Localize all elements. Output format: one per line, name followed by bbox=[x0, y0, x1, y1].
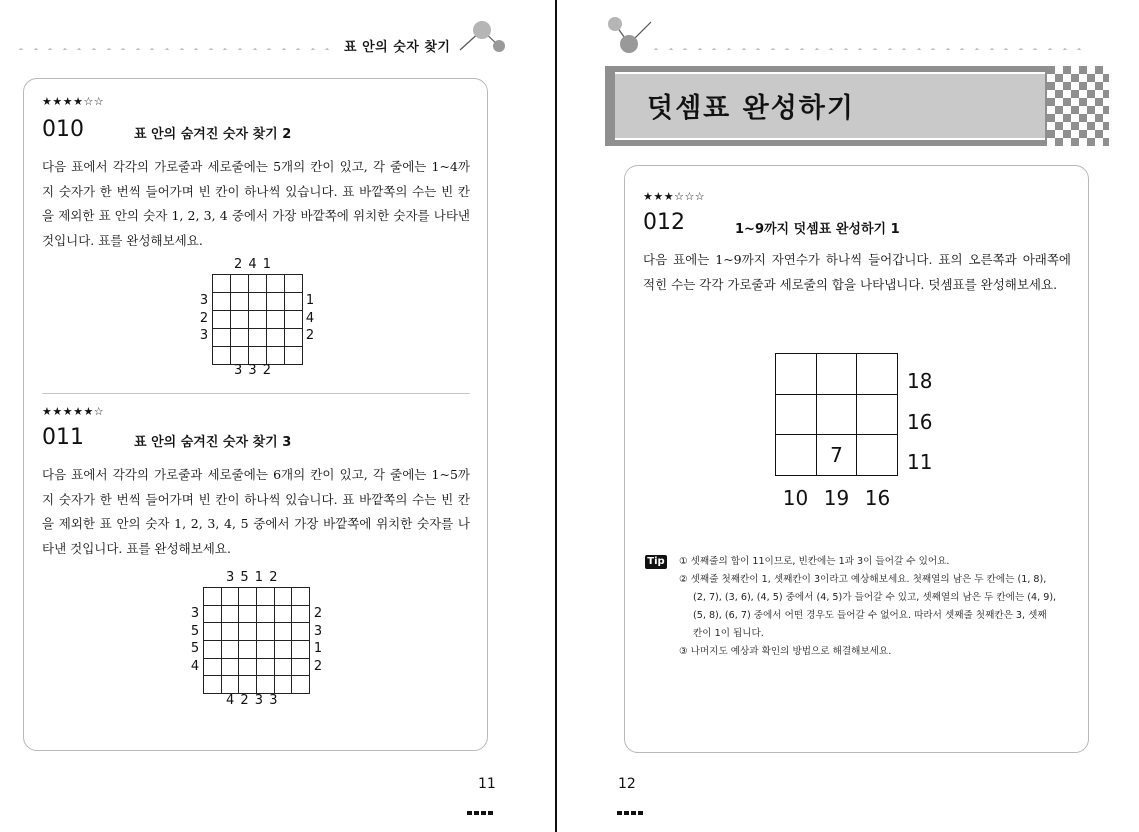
grid-cell[interactable] bbox=[221, 641, 239, 659]
grid-cell[interactable] bbox=[239, 641, 257, 659]
right-clues bbox=[310, 605, 326, 676]
checker-square bbox=[1047, 122, 1055, 130]
dot bbox=[236, 48, 244, 50]
grid-cell[interactable] bbox=[267, 311, 285, 329]
dot bbox=[309, 48, 317, 50]
checker-square bbox=[1055, 130, 1063, 138]
dot bbox=[1046, 48, 1054, 50]
grid-cell[interactable] bbox=[285, 293, 303, 311]
grid-cell[interactable] bbox=[204, 658, 222, 676]
sum-cell[interactable] bbox=[776, 435, 817, 476]
clue: 4 bbox=[305, 310, 315, 326]
tip-line: ① 셋째줄의 합이 11이므로, 빈칸에는 1과 3이 들어갈 수 있어요. bbox=[679, 556, 950, 567]
checker-square bbox=[1071, 114, 1079, 122]
clue: 2 bbox=[199, 310, 209, 326]
sum-cell[interactable] bbox=[816, 394, 857, 435]
checker-square bbox=[1071, 82, 1079, 90]
checker-square bbox=[1087, 66, 1095, 74]
checker-square bbox=[1063, 122, 1071, 130]
grid-cell[interactable] bbox=[204, 676, 222, 694]
dot bbox=[18, 48, 25, 50]
checker-square bbox=[1087, 98, 1095, 106]
grid-cell[interactable] bbox=[221, 623, 239, 641]
problem-number: 010 bbox=[42, 117, 84, 142]
dot bbox=[46, 48, 54, 50]
clue: 2 bbox=[313, 659, 323, 675]
bottom-clues: 4 2 3 3 bbox=[226, 693, 279, 708]
problem-text: 다음 표에서 각각의 가로줄과 세로줄에는 5개의 칸이 있고, 각 줄에는 1~4까지 숫자가 한 번씩 들어가며 빈 칸이 하나씩 있습니다. 표 바깥쪽의 수는 빈 칸을 제외한 표 안의 숫자 1, 2, 3, 4 중에서 가장 바깥쪽에 위치한 숫자를 나타낸 것입니다. 표를 완성해보세요. bbox=[42, 159, 470, 248]
dot bbox=[61, 48, 69, 50]
checker-square bbox=[1079, 106, 1087, 114]
dot bbox=[944, 48, 952, 50]
grid-cell[interactable] bbox=[274, 676, 292, 694]
left-page bbox=[0, 0, 556, 832]
grid-cell[interactable] bbox=[285, 275, 303, 293]
grid-cell[interactable] bbox=[257, 605, 275, 623]
clue: 2 bbox=[313, 606, 323, 621]
dot bbox=[1017, 48, 1025, 50]
checker-square bbox=[1087, 82, 1095, 90]
dot bbox=[885, 48, 893, 50]
dot bbox=[1002, 48, 1010, 50]
tip-label: Tip bbox=[645, 555, 667, 569]
dot bbox=[841, 48, 849, 50]
dot bbox=[265, 48, 273, 50]
checker-square bbox=[1103, 82, 1109, 90]
addition-table bbox=[775, 353, 898, 476]
grid-cell[interactable] bbox=[204, 641, 222, 659]
grid-cell[interactable] bbox=[204, 623, 222, 641]
grid-cell[interactable] bbox=[257, 588, 275, 606]
dot bbox=[250, 48, 258, 50]
grid-cell[interactable] bbox=[285, 329, 303, 347]
dot bbox=[294, 48, 302, 50]
grid-cell[interactable] bbox=[292, 588, 310, 606]
problem-title: 표 안의 숨겨진 숫자 찾기 2 bbox=[134, 127, 292, 142]
grid-cell[interactable] bbox=[221, 588, 239, 606]
grid-cell[interactable] bbox=[213, 311, 231, 329]
grid-cell[interactable] bbox=[257, 641, 275, 659]
grid-cell[interactable] bbox=[213, 293, 231, 311]
sum-cell[interactable] bbox=[776, 354, 817, 395]
dot bbox=[958, 48, 966, 50]
grid-cell[interactable] bbox=[239, 676, 257, 694]
dot bbox=[206, 48, 214, 50]
clue: 3 bbox=[313, 623, 323, 639]
row-sums bbox=[907, 361, 937, 483]
dot bbox=[148, 48, 156, 50]
grid-cell[interactable] bbox=[285, 311, 303, 329]
grid-cell[interactable] bbox=[292, 623, 310, 641]
page-number: 11 bbox=[478, 776, 496, 792]
dot bbox=[812, 48, 820, 50]
difficulty-stars: ★★★★☆☆ bbox=[42, 95, 105, 108]
left-clues bbox=[196, 292, 212, 345]
clue: 3 bbox=[199, 293, 209, 308]
right-clues bbox=[302, 292, 318, 345]
grid-cell[interactable] bbox=[292, 641, 310, 659]
grid-cell[interactable] bbox=[249, 275, 267, 293]
grid-cell[interactable] bbox=[239, 623, 257, 641]
dot bbox=[710, 48, 718, 50]
grid-cell[interactable] bbox=[267, 293, 285, 311]
column-sums bbox=[775, 486, 898, 510]
clue: 4 bbox=[190, 659, 200, 675]
dot bbox=[783, 48, 791, 50]
row-sum: 16 bbox=[907, 409, 933, 434]
grid-cell[interactable] bbox=[249, 347, 267, 365]
col-sum: 19 bbox=[823, 486, 850, 510]
grid-cell[interactable] bbox=[292, 676, 310, 694]
dot bbox=[119, 48, 127, 50]
row-sum: 11 bbox=[907, 450, 933, 475]
checker-square bbox=[1079, 122, 1087, 130]
difficulty-stars: ★★★★★☆ bbox=[42, 405, 105, 418]
col-sum: 10 bbox=[782, 486, 809, 510]
grid-cell[interactable] bbox=[267, 275, 285, 293]
grid-cell[interactable] bbox=[257, 623, 275, 641]
checker-square bbox=[1103, 130, 1109, 138]
grid-cell[interactable] bbox=[267, 347, 285, 365]
header-molecule-icon bbox=[455, 18, 515, 58]
grid-cell[interactable] bbox=[239, 588, 257, 606]
checker-square bbox=[1071, 66, 1079, 74]
tip-line: ② 셋째줄 첫째칸이 1, 셋째칸이 3이라고 예상해보세요. 첫째열의 남은 두 칸에는 (1, 8), bbox=[679, 574, 1047, 585]
checker-square bbox=[1063, 74, 1071, 82]
problem-number: 012 bbox=[643, 210, 685, 235]
dot bbox=[666, 48, 674, 50]
problem-text: 다음 표에는 1~9까지 자연수가 하나씩 들어갑니다. 표의 오른쪽과 아래쪽에 적힌 수는 각각 가로줄과 세로줄의 합을 나타냅니다. 덧셈표를 완성해보세요. bbox=[643, 252, 1071, 292]
checker-square bbox=[1079, 90, 1087, 98]
top-clues: 3 5 1 2 bbox=[226, 570, 279, 585]
dot bbox=[827, 48, 835, 50]
dot bbox=[973, 48, 981, 50]
checker-square bbox=[1063, 138, 1071, 146]
tip-list bbox=[679, 553, 1079, 661]
section-banner bbox=[605, 66, 1109, 146]
checker-square bbox=[1047, 90, 1055, 98]
dot bbox=[914, 48, 922, 50]
page-mark bbox=[467, 800, 495, 804]
dot bbox=[798, 48, 806, 50]
grid-cell[interactable] bbox=[213, 275, 231, 293]
checker-square bbox=[1047, 74, 1055, 82]
grid-cell[interactable] bbox=[231, 347, 249, 365]
checker-square bbox=[1095, 106, 1103, 114]
page-mark bbox=[617, 800, 645, 804]
grid-cell[interactable] bbox=[231, 329, 249, 347]
grid-cell[interactable] bbox=[221, 605, 239, 623]
checker-square bbox=[1079, 74, 1087, 82]
checker-square bbox=[1047, 138, 1055, 146]
checker-square bbox=[1095, 138, 1103, 146]
clue: 5 bbox=[190, 623, 200, 639]
dot bbox=[696, 48, 704, 50]
grid-cell[interactable] bbox=[249, 293, 267, 311]
clue: 1 bbox=[305, 293, 315, 308]
dot bbox=[104, 48, 112, 50]
checker-square bbox=[1095, 74, 1103, 82]
dot bbox=[871, 48, 879, 50]
grid-cell[interactable] bbox=[257, 658, 275, 676]
grid-cell[interactable] bbox=[249, 329, 267, 347]
tip-line: (2, 7), (3, 6), (4, 5) 중에서 (4, 5)가 들어갈 수 있고, 셋째열의 남은 두 칸에는 (4, 9), bbox=[693, 592, 1057, 603]
grid-cell[interactable] bbox=[231, 275, 249, 293]
dot bbox=[31, 48, 39, 50]
grid-cell[interactable] bbox=[274, 605, 292, 623]
problem-text: 다음 표에서 각각의 가로줄과 세로줄에는 6개의 칸이 있고, 각 줄에는 1~5까지 숫자가 한 번씩 들어가며 빈 칸이 하나씩 있습니다. 표 바깥쪽의 수는 빈 칸을 제외한 표 안의 숫자 1, 2, 3, 4, 5 중에서 가장 바깥쪽에 위치한 숫자를 나타낸 것입니다. 표를 완성해보세요. bbox=[42, 467, 470, 556]
sum-cell[interactable] bbox=[776, 394, 817, 435]
clue: 2 bbox=[305, 328, 315, 344]
grid-cell[interactable] bbox=[274, 641, 292, 659]
grid-cell[interactable] bbox=[257, 676, 275, 694]
dot bbox=[1075, 48, 1083, 50]
grid-cell[interactable] bbox=[231, 293, 249, 311]
sum-cell[interactable] bbox=[816, 354, 857, 395]
checker-square bbox=[1063, 106, 1071, 114]
problem-number: 011 bbox=[42, 425, 84, 450]
problem-title: 표 안의 숨겨진 숫자 찾기 3 bbox=[134, 435, 292, 450]
clue: 1 bbox=[313, 641, 323, 657]
dot bbox=[929, 48, 937, 50]
header-dot-rule bbox=[653, 40, 1099, 50]
dot bbox=[739, 48, 747, 50]
puzzle-grid bbox=[203, 587, 310, 694]
checker-pattern bbox=[1047, 66, 1109, 146]
sum-cell[interactable] bbox=[857, 435, 898, 476]
checker-square bbox=[1103, 114, 1109, 122]
dot bbox=[900, 48, 908, 50]
grid-cell[interactable] bbox=[267, 329, 285, 347]
grid-cell[interactable] bbox=[292, 658, 310, 676]
checker-square bbox=[1055, 82, 1063, 90]
top-clues: 2 4 1 bbox=[234, 257, 273, 272]
dot bbox=[221, 48, 229, 50]
checker-square bbox=[1063, 90, 1071, 98]
clue: 5 bbox=[190, 641, 200, 657]
checker-square bbox=[1055, 114, 1063, 122]
right-page bbox=[557, 0, 1139, 832]
clue: 3 bbox=[190, 606, 200, 621]
dot bbox=[769, 48, 777, 50]
sum-cell[interactable]: 7 bbox=[816, 435, 857, 476]
dot bbox=[90, 48, 98, 50]
checker-square bbox=[1095, 122, 1103, 130]
dot bbox=[856, 48, 864, 50]
dot bbox=[323, 48, 331, 50]
tip-line: ③ 나머지도 예상과 확인의 방법으로 해결해보세요. bbox=[679, 646, 892, 657]
dot bbox=[134, 48, 142, 50]
checker-square bbox=[1087, 130, 1095, 138]
sum-cell[interactable] bbox=[857, 354, 898, 395]
header-dot-rule bbox=[18, 40, 340, 50]
checker-square bbox=[1047, 106, 1055, 114]
grid-cell[interactable] bbox=[249, 311, 267, 329]
grid-cell[interactable] bbox=[204, 588, 222, 606]
dot bbox=[754, 48, 762, 50]
grid-cell[interactable] bbox=[231, 311, 249, 329]
grid-cell[interactable] bbox=[274, 623, 292, 641]
tip-line: (5, 8), (6, 7) 중에서 어떤 경우도 들어갈 수 없어요. 따라서 셋째줄 첫째칸은 3, 셋째 bbox=[693, 610, 1047, 621]
tip-line: 칸이 1이 됩니다. bbox=[693, 628, 764, 639]
grid-cell[interactable] bbox=[213, 347, 231, 365]
left-clues bbox=[187, 605, 203, 676]
dot bbox=[1031, 48, 1039, 50]
dot bbox=[681, 48, 689, 50]
checker-square bbox=[1055, 98, 1063, 106]
dot bbox=[987, 48, 995, 50]
checker-square bbox=[1095, 90, 1103, 98]
checker-square bbox=[1079, 138, 1087, 146]
banner-title: 덧셈표 완성하기 bbox=[647, 93, 855, 124]
difficulty-stars: ★★★☆☆☆ bbox=[643, 190, 706, 203]
dot bbox=[75, 48, 83, 50]
col-sum: 16 bbox=[864, 486, 891, 510]
dot bbox=[653, 48, 660, 50]
page-number: 12 bbox=[618, 776, 636, 792]
dot bbox=[725, 48, 733, 50]
dot bbox=[279, 48, 287, 50]
grid-cell[interactable] bbox=[285, 347, 303, 365]
grid-cell[interactable] bbox=[274, 588, 292, 606]
problem-title: 1~9까지 덧셈표 완성하기 1 bbox=[735, 222, 900, 237]
checker-square bbox=[1071, 98, 1079, 106]
grid-cell[interactable] bbox=[221, 658, 239, 676]
grid-cell[interactable] bbox=[239, 605, 257, 623]
bottom-clues: 3 3 2 bbox=[234, 363, 273, 378]
grid-cell[interactable] bbox=[292, 605, 310, 623]
checker-square bbox=[1103, 66, 1109, 74]
grid-cell[interactable] bbox=[221, 676, 239, 694]
puzzle-grid bbox=[212, 274, 303, 365]
dot bbox=[163, 48, 171, 50]
grid-cell[interactable] bbox=[239, 658, 257, 676]
section-divider bbox=[42, 393, 470, 394]
grid-cell[interactable] bbox=[274, 658, 292, 676]
dot bbox=[177, 48, 185, 50]
row-sum: 18 bbox=[907, 369, 933, 393]
header-molecule-icon bbox=[605, 14, 657, 54]
problem-card bbox=[624, 165, 1089, 753]
dot bbox=[1060, 48, 1068, 50]
checker-square bbox=[1103, 98, 1109, 106]
grid-cell[interactable] bbox=[213, 329, 231, 347]
grid-cell[interactable] bbox=[204, 605, 222, 623]
sum-cell[interactable] bbox=[857, 394, 898, 435]
checker-square bbox=[1087, 114, 1095, 122]
header-title: 표 안의 숫자 찾기 bbox=[344, 40, 451, 55]
problem-card bbox=[23, 78, 488, 751]
clue: 3 bbox=[199, 328, 209, 344]
checker-square bbox=[1071, 130, 1079, 138]
checker-square bbox=[1055, 66, 1063, 74]
dot bbox=[192, 48, 200, 50]
